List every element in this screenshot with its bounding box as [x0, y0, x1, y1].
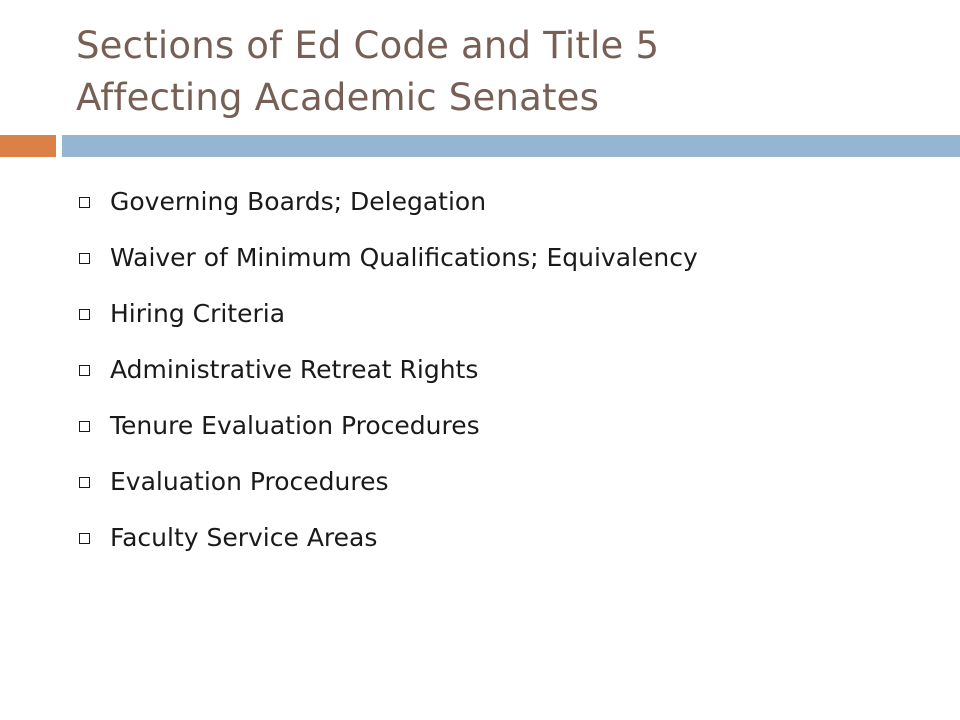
bullet-item	[0, 348, 960, 388]
bullet-text: Faculty Service Areas	[110, 523, 378, 552]
bullet-text: Hiring Criteria	[110, 299, 286, 328]
bullet-item	[0, 460, 960, 500]
accent-bar-orange	[0, 135, 56, 157]
hollow-square-icon	[79, 253, 90, 264]
bullet-item	[0, 404, 960, 444]
bullet-item	[0, 236, 960, 276]
accent-bar-blue	[62, 135, 960, 157]
bullet-item	[0, 516, 960, 556]
hollow-square-icon	[79, 477, 90, 488]
bullet-text: Administrative Retreat Rights	[110, 355, 479, 384]
bullet-item	[0, 180, 960, 220]
slide-title-line-2: Affecting Academic Senates	[76, 76, 600, 119]
hollow-square-icon	[79, 197, 90, 208]
slide-title-line-1: Sections of Ed Code and Title 5	[76, 24, 660, 67]
slide-title	[76, 20, 936, 124]
hollow-square-icon	[79, 421, 90, 432]
bullet-text: Tenure Evaluation Procedures	[110, 411, 480, 440]
hollow-square-icon	[79, 309, 90, 320]
bullet-text: Governing Boards; Delegation	[110, 187, 487, 216]
bullet-item	[0, 292, 960, 332]
hollow-square-icon	[79, 533, 90, 544]
bullet-text: Evaluation Procedures	[110, 467, 389, 496]
hollow-square-icon	[79, 365, 90, 376]
bullet-text: Waiver of Minimum Qualifications; Equivalency	[110, 243, 698, 272]
